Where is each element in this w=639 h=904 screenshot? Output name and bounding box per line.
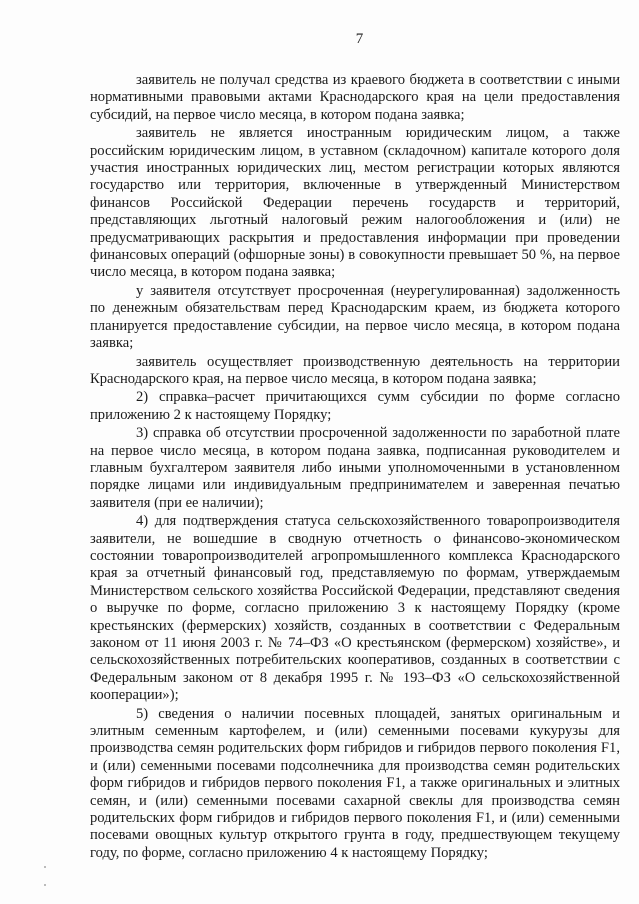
paragraph-item-2-calculation: 2) справка–расчет причитающихся сумм субсидии по форме согласно приложению 2 к настоящему Порядку; [90,389,620,423]
paragraph-production-activity: заявитель осуществляет производственную деятельность на территории Краснодарского края, на первое число месяца, в котором подана заявка; [90,353,620,387]
paragraph-funds-not-received: заявитель не получал средства из краевого бюджета в соответствии с иными нормативными правовыми актами Краснодарского края на цели предоставления субсидий, на первое число месяца, в котором подана заявка; [90,72,620,123]
scan-artifact [44,866,46,868]
document-body [90,72,620,863]
paragraph-not-foreign-entity: заявитель не является иностранным юридическим лицом, а также российским юридическим лицом, в уставном (складочном) капитале которого доля участия иностранных юридических лиц, местом регистрации которых являются государство или территория, включенные в утвержденный Министерством финансов Российской Федерации перечень государств и территорий, представляющих льготный налоговый режим налогообложения и (или) не предусматривающих раскрытия и предоставления информации при проведении финансовых операций (офшорные зоны) в совокупности превышает 50 %, на первое число месяца, в котором подана заявка; [90,125,620,281]
paragraph-item-3-salary-certificate: 3) справка об отсутствии просроченной задолженности по заработной плате на первое число месяца, в котором подана заявка, подписанная руководителем и главным бухгалтером заявителя либо иными уполномоченными в установленном порядке лицами или индивидуальным предпринимателем и заверенная печатью заявителя (при ее наличии); [90,425,620,511]
paragraph-no-overdue-debt: у заявителя отсутствует просроченная (неурегулированная) задолженность по денежным обязательствам перед Краснодарским краем, из бюджета которого планируется предоставление субсидии, на первое число месяца, в котором подана заявка; [90,282,620,352]
paragraph-item-5-sown-areas: 5) сведения о наличии посевных площадей, занятых оригинальным и элитным семенным картофелем, и (или) семенными посевами кукурузы для производства семян родительских форм гибридов и гибридов первого поколения F1, и (или) семенными посевами подсолнечника для производства семян родительских форм гибридов и гибридов первого поколения F1, а также оригинальных и элитных семян, и (или) семенными посевами сахарной свеклы для производства семян родительских форм гибридов и гибридов первого поколения F1, и (или) семенными посевами овощных культур открытого грунта в году, предшествующем текущему году, по форме, согласно приложению 4 к настоящему Порядку; [90,705,620,861]
scan-artifact [44,884,46,886]
paragraph-item-4-producer-status: 4) для подтверждения статуса сельскохозяйственного товаропроизводителя заявители, не вошедшие в сводную отчетность о финансово-экономическом состоянии товаропроизводителей агропромышленного комплекса Краснодарского края за отчетный финансовый год, представляемую по формам, утверждаемым Министерством сельского хозяйства Российской Федерации, представляют сведения о выручке по форме, согласно приложению 3 к настоящему Порядку (кроме крестьянских (фермерских) хозяйств, созданных в соответствии с Федеральным законом от 11 июня 2003 г. № 74–ФЗ «О крестьянском (фермерском) хозяйстве», и сельскохозяйственных потребительских кооперативов, созданных в соответствии с Федеральным законом от 8 декабря 1995 г. № 193–ФЗ «О сельскохозяйственной кооперации»); [90,513,620,704]
page-number: 7 [355,31,364,47]
